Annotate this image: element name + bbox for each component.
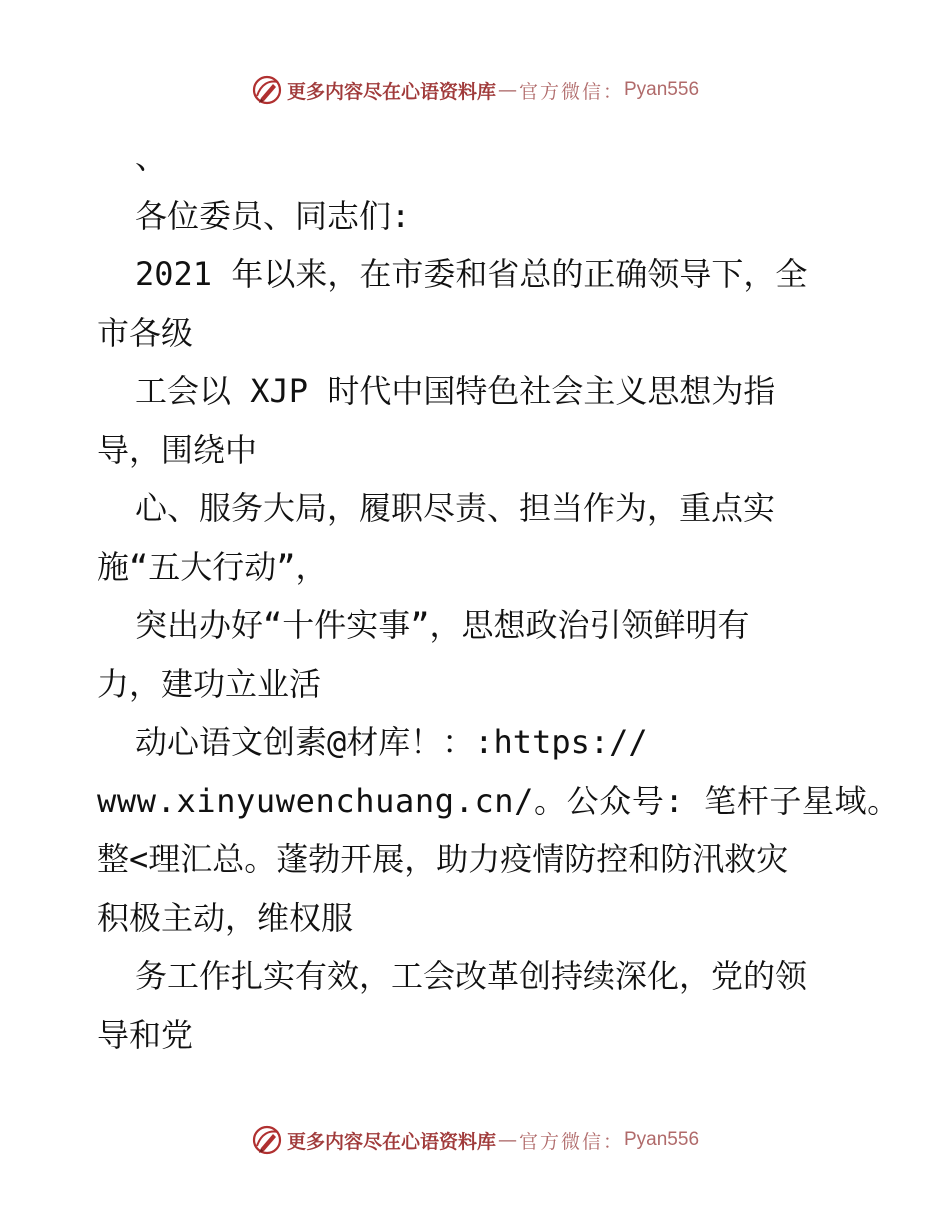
- salutation-line: 各位委员、同志们:: [135, 196, 411, 235]
- text-line: 动心语文创素@材库！：:https://: [135, 723, 648, 761]
- footer-wechat-label: 官方微信：: [518, 1130, 624, 1153]
- text-line: 工会以 XJP 时代中国特色社会主义思想为指: [135, 372, 776, 410]
- footer-wechat-id: Pyan556: [624, 1129, 700, 1150]
- text-line: 、: [135, 138, 168, 176]
- url-line: www.xinyuwenchuang.cn/。公众号: 笔杆子星域。: [97, 781, 900, 820]
- text-line: 市各级: [97, 313, 194, 352]
- footer-brand-text: 更多内容尽在心语资料库: [286, 1130, 496, 1153]
- header-brand-text: 更多内容尽在心语资料库: [286, 80, 496, 103]
- text-line: 导和党: [97, 1015, 194, 1054]
- text-line: 导，围绕中: [97, 430, 258, 469]
- footer-separator: —: [497, 1129, 517, 1151]
- text-line: 整<理汇总。蓬勃开展，助力疫情防控和防汛救灾: [97, 840, 789, 878]
- header-wechat-id: Pyan556: [624, 79, 700, 100]
- text-line: 务工作扎实有效，工会改革创持续深化，党的领: [135, 957, 808, 995]
- text-line: 心、服务大局，履职尽责、担当作为，重点实: [135, 489, 776, 527]
- text-line: 突出办好“十件实事”，思想政治引领鲜明有: [135, 606, 750, 644]
- red-pen-logo-icon: [251, 1124, 283, 1156]
- document-body: [97, 128, 900, 1064]
- text-line: 积极主动，维权服: [97, 898, 354, 937]
- text-line: 施“五大行动”，: [97, 547, 328, 586]
- footer-watermark: [0, 1120, 950, 1160]
- text-line: 2021 年以来，在市委和省总的正确领导下，全: [135, 255, 808, 293]
- text-line: 力，建功立业活: [97, 664, 322, 703]
- header-watermark: [0, 70, 950, 110]
- header-wechat-label: 官方微信：: [518, 80, 624, 103]
- header-separator: —: [497, 79, 517, 101]
- red-pen-logo-icon: [251, 74, 283, 106]
